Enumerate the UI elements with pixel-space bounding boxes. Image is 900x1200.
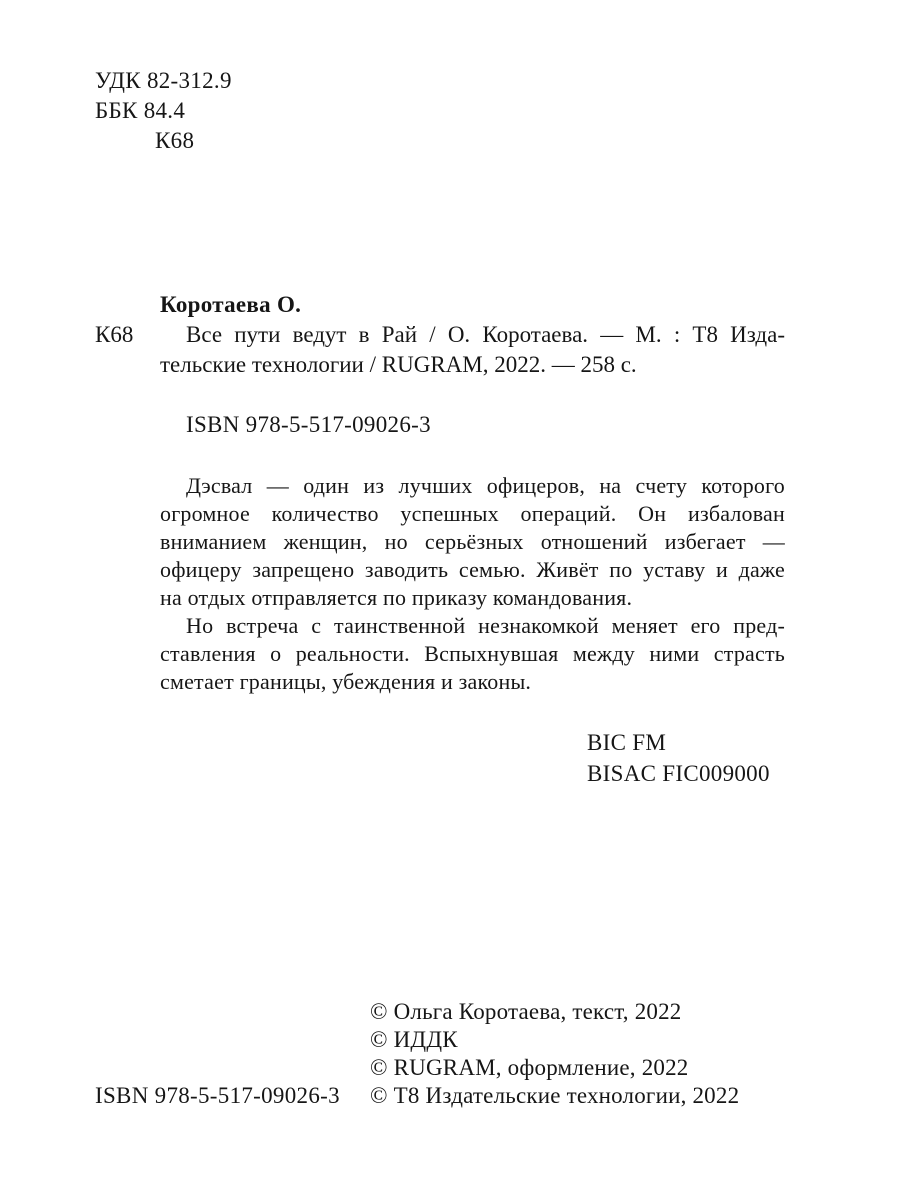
annotation-text [160, 472, 785, 696]
catalog-isbn: ISBN 978-5-517-09026-3 [186, 412, 431, 437]
catalog-entry [95, 320, 785, 380]
annotation-line: Дэсвал — один из лучших офицеров, на счету которого [186, 473, 785, 498]
imprint-classification-block [95, 66, 232, 156]
catalog-entry-line: Все пути ведут в Рай / О. Коротаева. — М. : Т8 Изда- [186, 322, 785, 347]
annotation-line: огромное количество успешных операций. Он избалован [160, 501, 785, 526]
copyright-line: © Ольга Коротаева, текст, 2022 [370, 999, 682, 1024]
footer-isbn: ISBN 978-5-517-09026-3 [95, 1083, 340, 1108]
annotation-line: вниманием женщин, но серьёзных отношений избегает — [160, 529, 785, 554]
genre-codes-block [587, 727, 770, 789]
copyright-line: © ИДДК [370, 1027, 458, 1052]
copyright-line: © Т8 Издательские технологии, 2022 [370, 1083, 740, 1108]
bbk-line: ББК 84.4 [95, 98, 186, 123]
bic-code: BIC FM [587, 730, 667, 755]
copyright-notices [370, 998, 739, 1110]
annotation-paragraph [160, 472, 785, 612]
bisac-code: BISAC FIC009000 [587, 761, 770, 786]
catalog-entry-line: тельские технологии / RUGRAM, 2022. — 258 с. [160, 352, 637, 377]
annotation-line: ставления о реальности. Вспыхнувшая между ними страсть [160, 641, 785, 666]
annotation-line: офицеру запрещено заводить семью. Живёт по уставу и даже [160, 557, 785, 582]
annotation-line: на отдых отправляется по приказу командования. [160, 585, 633, 610]
catalog-card [95, 290, 785, 440]
copyright-line: © RUGRAM, оформление, 2022 [370, 1055, 689, 1080]
annotation-line: сметает границы, убеждения и законы. [160, 669, 532, 694]
catalog-hanging-code: К68 [95, 322, 134, 347]
udk-line: УДК 82-312.9 [95, 68, 232, 93]
author-code-line: К68 [155, 128, 195, 153]
annotation-line: Но встреча с таинственной незнакомкой меняет его пред- [186, 613, 785, 638]
catalog-author: Коротаева О. [160, 292, 302, 317]
annotation-paragraph [160, 612, 785, 696]
